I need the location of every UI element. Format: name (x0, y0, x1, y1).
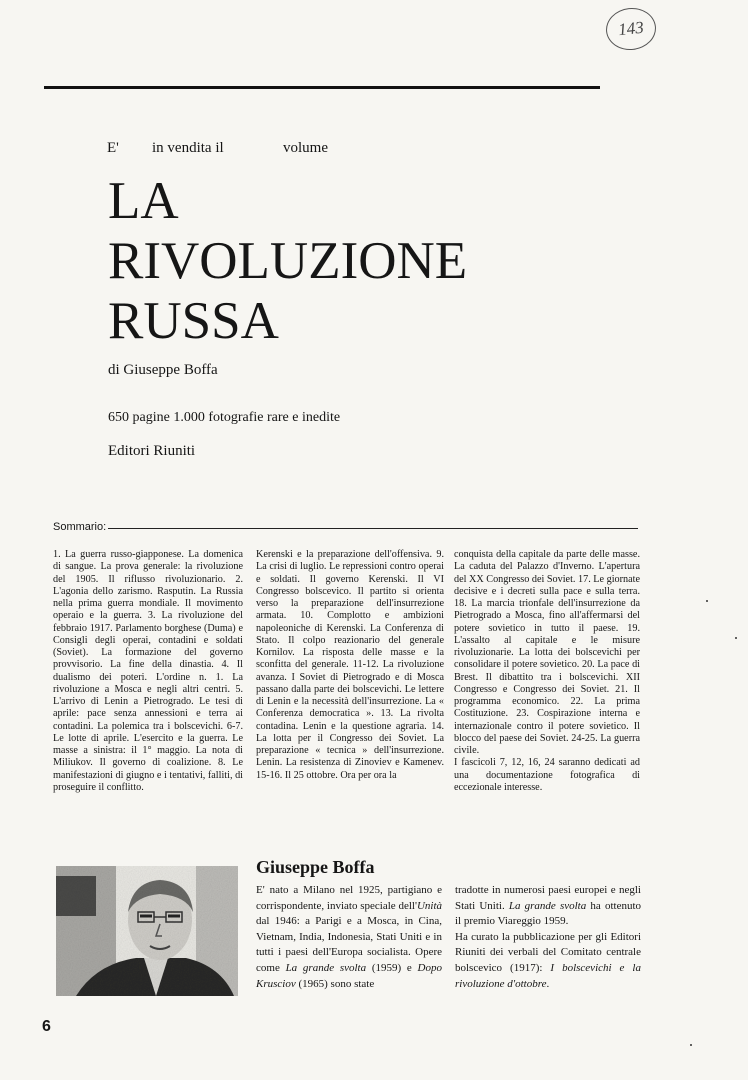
bio-work-title: Dopo Krusciov (256, 961, 442, 990)
book-publisher: Editori Riuniti (108, 443, 196, 459)
print-speck (690, 1044, 692, 1046)
bio-newspaper-title: Unità (416, 899, 442, 912)
author-portrait-photo (56, 866, 238, 996)
bio-text: (1965) sono state (295, 977, 375, 990)
bio-text: ha ottenuto il premio Viareggio 1959. (455, 899, 642, 928)
print-speck (706, 600, 708, 602)
summary-fascicoli-note: I fascicoli 7, 12, 16, 24 saranno dedicati ad una documentazione fotografica di eccezionale interesse. (454, 757, 640, 793)
pre-title-e: E' (107, 140, 119, 156)
summary-label: Sommario: (53, 521, 107, 533)
bio-text: Ha curato la pubblicazione per gli Editori Riuniti dei verbali del Comitato centrale bolscevico (1917): (455, 930, 641, 974)
summary-column-1: 1. La guerra russo-giapponese. La domenica di sangue. La prova generale: la rivoluzione del 1905. Il riflusso rivoluzionario. 2. L'agonia dello zarismo. Rasputin. La Russia nella prima guerra mondiale. Il movimento operaio e la guerra. 3. La rivoluzione del febbraio 1917. Parlamento borghese (Duma) e Consigli degli operai, contadini e soldati (Soviet). La formazione del governo provvisorio. La fine della dinastia. 4. Il dualismo dei poteri. L'ordine n. 1. La rivoluzione a Mosca e negli altri centri. 5. L'arrivo di Lenin a Pietrogrado. Le tesi di aprile: pace senza annessioni e terra ai contadini. La polemica tra i bolscevichi. 6-7. Le lotte di aprile. L'esercito e la guerra. Le masse a sinistra: il 1° maggio. La nota di Miliukov. Il governo di coalizione. 8. Le manifestazioni di giugno e i tentativi, falliti, di proseguire il conflitto. (53, 549, 243, 793)
bio-text: tradotte in numerosi paesi europei e negli Stati Uniti. (455, 884, 641, 912)
book-details: 650 pagine 1.000 fotografie rare e inedite (108, 410, 341, 425)
summary-column-3-text: conquista della capitale da parte delle masse. La caduta del Palazzo d'Inverno. L'apertura del XX Congresso dei Soviet. 17. Le giornate decisive e i decreti sulla pace e sulla terra. 18. La marcia trionfale dell'insurrezione da Pietrogrado a Mosca, fino all'affermarsi del potere sovietico in tutto il paese. 19. L'assalto al capitale e le misure rivoluzionarie. La lotta dei bolscevichi per consolidare il potere sovietico. 20. La pace di Brest. Il dibattito tra i bolscevichi. XII Congresso e Congresso dei Soviet. 21. Il programma economico. 22. La prima Costituzione. 23. Cospirazione interna e internazionale contro il potere sovietico. Il blocco del paese dei Soviet. 24-25. La guerra civile. (454, 549, 640, 756)
bio-work-title: La grande svolta (285, 961, 367, 974)
summary-column-2: Kerenski e la preparazione dell'offensiva. 9. La crisi di luglio. Le repressioni contro operai e soldati. Il governo Kerenski. Il VI Congresso bolscevico. Il partito si orienta verso la preparazione dell'insurrezione armata. 10. Complotto e ambizioni napoleoniche di Kerenski. La Conferenza di Stato. Il colpo reazionario del generale Kornilov. La risposta delle masse e la sconfitta del generale. 11-12. La rivoluzione avanza. I Soviet di Pietrogrado e di Mosca passano dalla parte dei bolscevichi. Le lettere di Lenin e la necessità dell'insurrezione. La « Conferenza democratica ». 13. La rivolta contadina. Lenin e la questione agraria. 14. La lotta per il Congresso dei Soviet. La preparazione « tecnica » dell'insurrezione. Lenin. La resistenza di Zinoviev e Kamenev. 15-16. Il 25 ottobre. Ora per ora la (256, 549, 444, 781)
book-title-line-2: RIVOLUZIONE (108, 232, 468, 290)
book-author: di Giuseppe Boffa (108, 362, 218, 378)
book-title-line-1: LA (108, 172, 179, 230)
bio-text: E' nato a Milano nel 1925, partigiano e corrispondente, inviato speciale dell' (256, 884, 442, 912)
author-portrait-image (56, 866, 238, 996)
bio-work-title: La grande svolta (508, 899, 587, 912)
bio-text: . (546, 977, 550, 990)
pre-title-sale: in vendita il (152, 140, 224, 156)
summary-column-3 (454, 549, 640, 794)
bio-author-name: Giuseppe Boffa (256, 857, 375, 877)
bio-work-title: I bolscevichi e la rivoluzione d'ottobre (455, 961, 641, 990)
book-title-line-3: RUSSA (108, 292, 279, 350)
print-speck (735, 637, 737, 639)
bio-text: (1959) e (366, 961, 418, 974)
top-rule (44, 86, 600, 89)
bio-column-1 (256, 883, 442, 992)
bio-text: dal 1946: a Parigi e a Mosca, in Cina, Vietnam, India, Indonesia, Stati Uniti e in tutti i paesi dell'Europa socialista. Opere come (256, 915, 442, 974)
pre-title-volume: volume (283, 140, 328, 156)
bio-column-2 (455, 883, 641, 992)
page-number: 6 (42, 1018, 51, 1035)
archive-number-stamp: 143 (604, 6, 658, 53)
summary-rule (108, 528, 638, 529)
